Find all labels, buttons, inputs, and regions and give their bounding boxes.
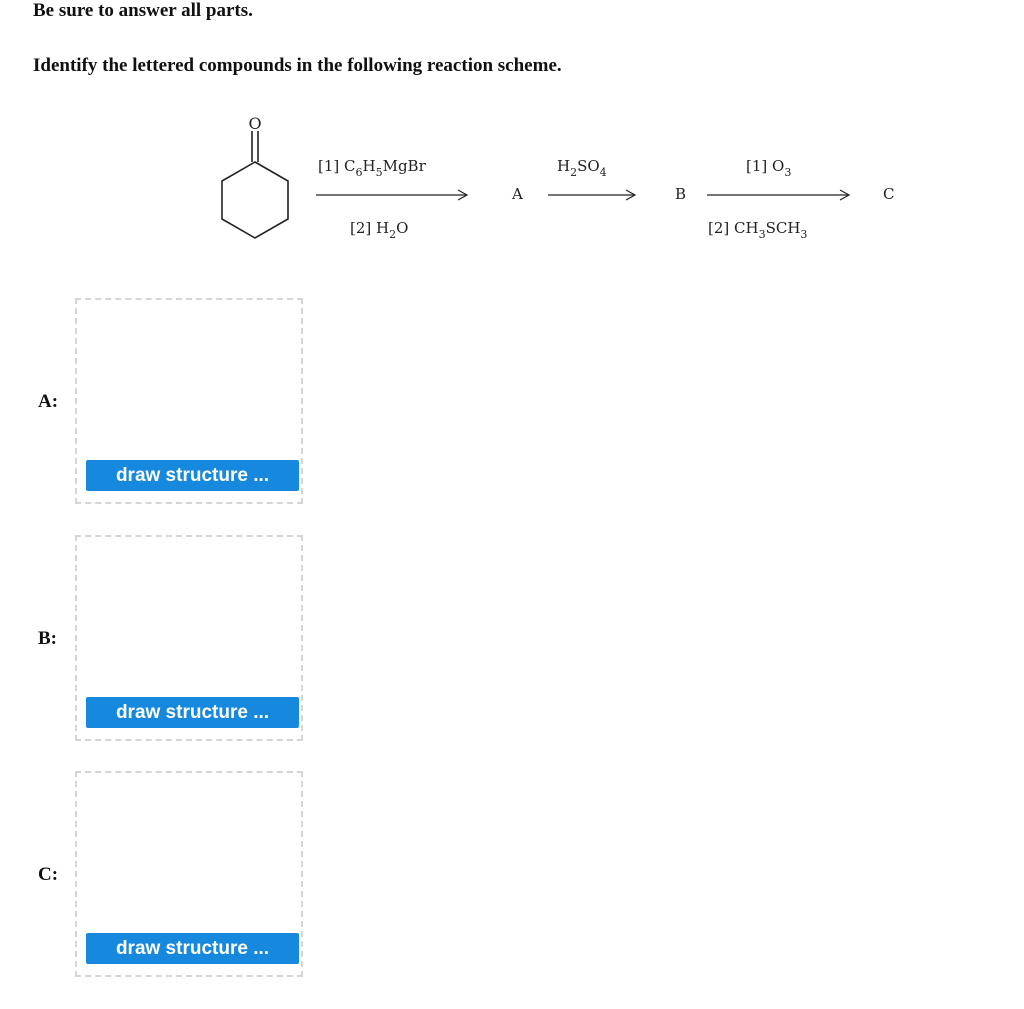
carbonyl-oxygen-label: O [248,114,262,133]
compound-C-label: C [883,185,895,203]
step3-reagent-2: [2] $CH_3SCH_3$ [708,219,808,241]
reaction-scheme [0,0,1024,260]
instruction-answer-all: Be sure to answer all parts. [33,0,253,21]
compound-B-label: B [675,185,687,203]
step3-reagent-1: [1] $O_3$ [746,157,792,179]
draw-structure-button-B[interactable]: draw structure ... [86,697,299,728]
answer-label-C: C: [38,864,59,885]
compound-A-label: A [512,185,523,203]
answer-label-A: A: [38,391,59,412]
drawing-area-B[interactable] [75,535,303,741]
cyclohexanone-structure [222,131,288,238]
step1-reagent-1: [1] $C_6H_5MgBr$ [318,157,426,179]
draw-structure-button-C[interactable]: draw structure ... [86,933,299,964]
instruction-identify: Identify the lettered compounds in the following reaction scheme. [33,55,562,76]
step1-reagent-2: [2] $H_2O$ [350,219,409,241]
draw-structure-button-A[interactable]: draw structure ... [86,460,299,491]
drawing-area-A[interactable] [75,298,303,504]
step2-reagent: $H_2SO_4$ [557,157,607,179]
answer-label-B: B: [38,628,57,649]
drawing-area-C[interactable] [75,771,303,977]
